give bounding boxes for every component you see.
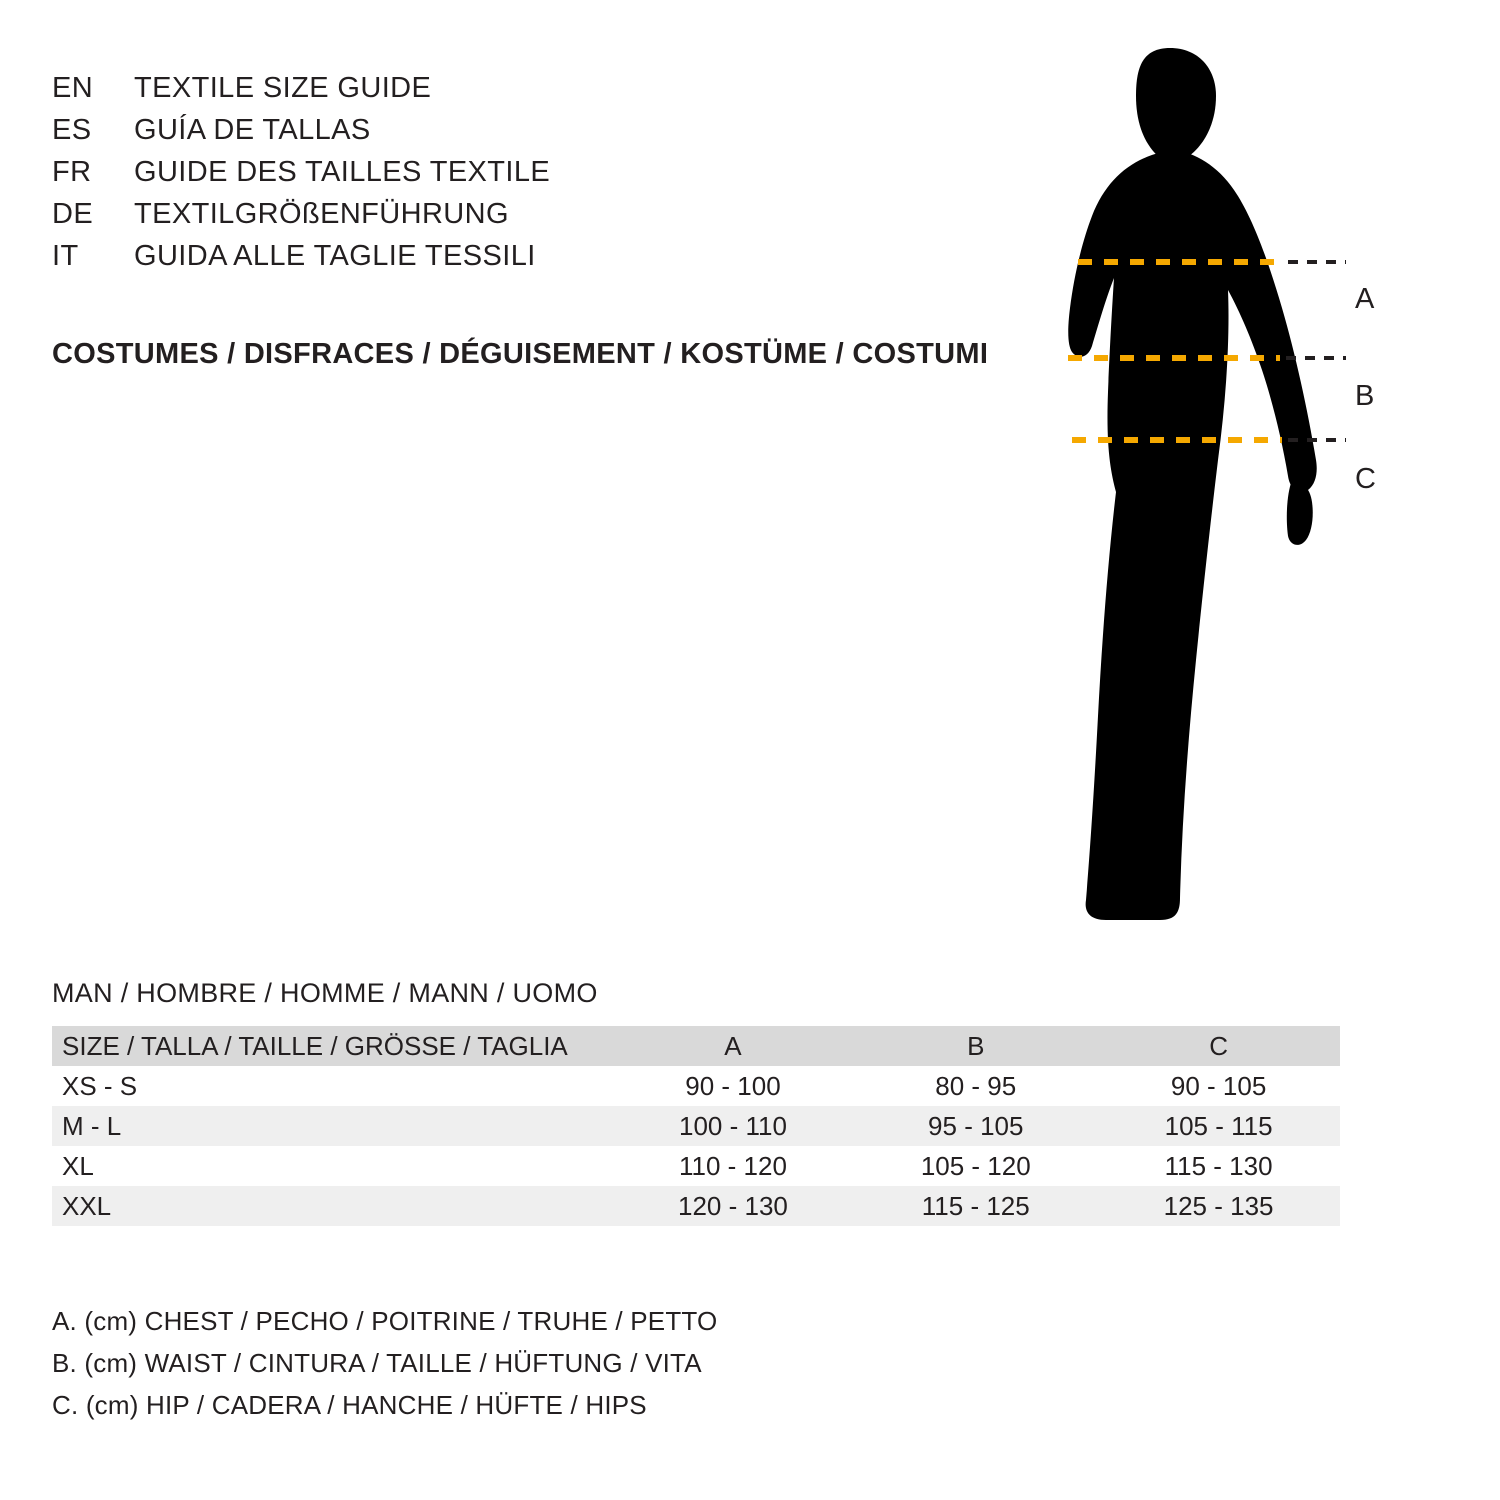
table-header-size: SIZE / TALLA / TAILLE / GRÖSSE / TAGLIA: [62, 1030, 568, 1061]
language-row: [52, 156, 1032, 198]
language-code: EN: [52, 72, 94, 104]
language-text: GUIDE DES TAILLES TEXTILE: [134, 156, 551, 188]
language-row: [52, 240, 1032, 282]
language-row: [52, 114, 1032, 156]
cell-a: 90 - 100: [685, 1070, 781, 1101]
cell-b: 95 - 105: [928, 1110, 1024, 1141]
category-line: COSTUMES / DISFRACES / DÉGUISEMENT / KOSTÜME / COSTUMI: [52, 338, 989, 370]
legend-item-c: C. (cm) HIP / CADERA / HANCHE / HÜFTE / HIPS: [52, 1390, 647, 1420]
language-row: [52, 198, 1032, 240]
language-text: GUIDA ALLE TAGLIE TESSILI: [134, 240, 536, 272]
cell-size: M - L: [62, 1110, 122, 1141]
legend-item-b: B. (cm) WAIST / CINTURA / TAILLE / HÜFTUNG / VITA: [52, 1348, 702, 1378]
language-code: IT: [52, 240, 79, 272]
cell-c: 90 - 105: [1170, 1070, 1267, 1101]
legend-item-a: A. (cm) CHEST / PECHO / POITRINE / TRUHE / PETTO: [52, 1306, 718, 1336]
measurement-legend: [52, 1300, 717, 1426]
table-header-c: C: [1209, 1030, 1228, 1061]
language-list: [52, 72, 1032, 282]
measure-label-c: C: [1355, 463, 1376, 495]
cell-a: 120 - 130: [678, 1190, 788, 1221]
cell-c: 115 - 130: [1164, 1150, 1273, 1181]
table-header-row: [52, 1026, 1340, 1066]
size-table: [52, 1026, 1340, 1226]
cell-size: XL: [62, 1150, 94, 1181]
cell-c: 125 - 135: [1163, 1190, 1274, 1221]
language-code: FR: [52, 156, 92, 188]
language-code: ES: [52, 114, 92, 146]
language-row: [52, 72, 1032, 114]
table-row: [52, 1106, 1340, 1146]
cell-a: 110 - 120: [678, 1150, 787, 1181]
cell-b: 105 - 120: [920, 1150, 1031, 1181]
table-row: [52, 1066, 1340, 1106]
cell-b: 115 - 125: [921, 1190, 1030, 1221]
table-group-title: MAN / HOMBRE / HOMME / MANN / UOMO: [52, 978, 598, 1008]
cell-b: 80 - 95: [935, 1070, 1017, 1101]
measure-label-a: A: [1355, 283, 1375, 315]
cell-a: 100 - 110: [678, 1110, 787, 1141]
cell-size: XXL: [62, 1190, 112, 1221]
silhouette-figure: [1010, 40, 1430, 930]
table-row: [52, 1146, 1340, 1186]
cell-size: XS - S: [62, 1070, 138, 1101]
language-text: TEXTILE SIZE GUIDE: [134, 72, 432, 104]
measure-label-b: B: [1355, 380, 1375, 412]
table-header-a: A: [724, 1030, 742, 1061]
language-text: TEXTILGRÖßENFÜHRUNG: [134, 198, 509, 230]
cell-c: 105 - 115: [1164, 1110, 1273, 1141]
table-row: [52, 1186, 1340, 1226]
table-header-b: B: [967, 1030, 985, 1061]
language-code: DE: [52, 198, 94, 230]
language-text: GUÍA DE TALLAS: [134, 114, 371, 146]
